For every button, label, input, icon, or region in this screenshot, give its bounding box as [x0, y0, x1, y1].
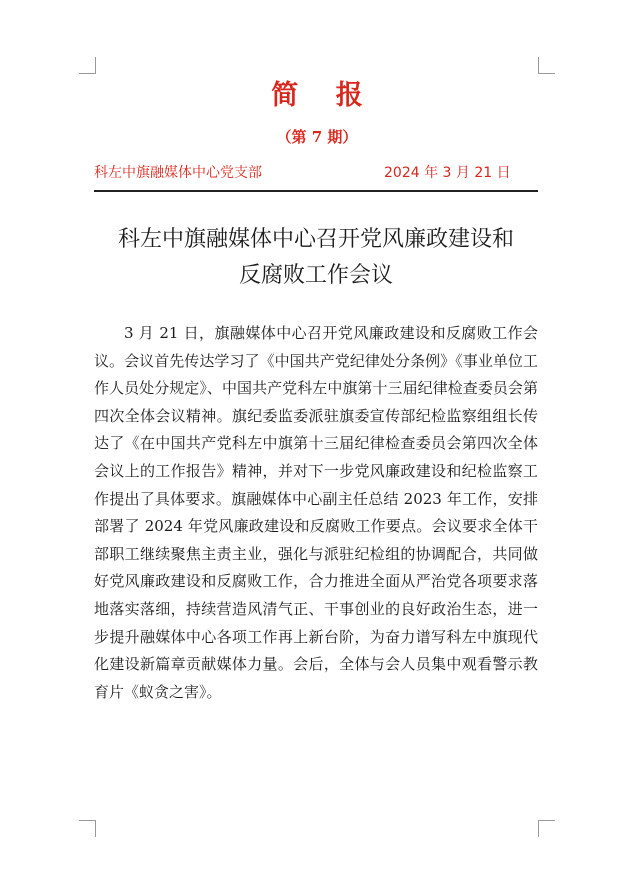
- article-title-line-2: 反腐败工作会议: [238, 263, 393, 288]
- crop-mark-bottom-left: [79, 820, 96, 837]
- article-title-line-1: 科左中旗融媒体中心召开党风廉政建设和: [117, 227, 514, 252]
- article-body: 3 月 21 日，旗融媒体中心召开党风廉政建设和反腐败工作会议。会议首先传达学习了《中国共产党纪律处分条例》《事业单位工作人员处分规定》、中国共产党科左中旗第十三届纪律检查委员会第四次全体会议精神。旗纪委监委派驻旗委宣传部纪检监察组组长传达了《在中国共产党科左中旗第十三届纪律检查委员会第四次全体会议上的工作报告》精神，并对下一步党风廉政建设和纪检监察工作提出了具体要求。旗融媒体中心副主任总结 2023 年工作，安排部署了 2024 年党风廉政建设和反腐败工作要点。会议要求全体干部职工继续聚焦主责主业，强化与派驻纪检组的协调配合，共同做好党风廉政建设和反腐败工作，合力推进全面从严治党各项要求落地落实落细，持续营造风清气正、干事创业的良好政治生态，进一步提升融媒体中心各项工作再上新台阶，为奋力谱写科左中旗现代化建设新篇章贡献媒体力量。会后，全体与会人员集中观看警示教育片《蚁贪之害》。: [94, 324, 538, 701]
- issue-date: 2024 年 3 月 21 日: [384, 165, 511, 181]
- header-divider: [94, 190, 538, 192]
- article-title: [94, 222, 538, 294]
- bulletin-title: 简 报: [271, 80, 377, 111]
- issue-number: （第 7 期）: [276, 128, 358, 146]
- issuer-name: 科左中旗融媒体中心党支部: [94, 165, 262, 181]
- crop-mark-bottom-right: [538, 820, 555, 837]
- crop-mark-top-right: [538, 57, 555, 74]
- crop-mark-top-left: [79, 57, 96, 74]
